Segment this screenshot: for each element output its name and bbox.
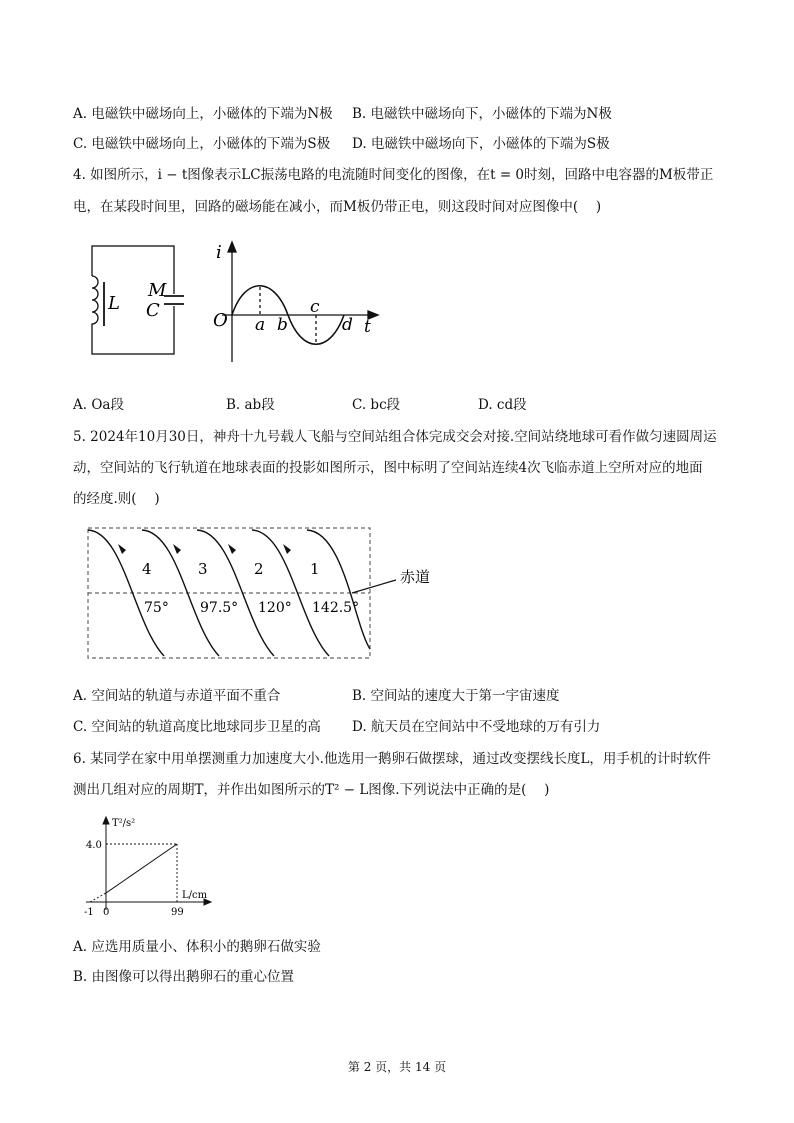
pass-number-3: 3 xyxy=(198,560,208,578)
x-tick-0: 0 xyxy=(103,907,110,918)
capacitor-label: C xyxy=(146,300,160,321)
q3-option-c: C. 电磁铁中磁场向上，小磁体的下端为S极 xyxy=(73,136,331,152)
x-axis-label: L/cm xyxy=(182,890,208,901)
axis-t-label: t xyxy=(364,317,371,337)
q6-stem-line-1: 6. 某同学在家中用单摆测重力加速度大小.他选用一鹅卵石做摆球，通过改变摆线长度L，用手机的计时软件 xyxy=(73,751,711,767)
q4-option-d: D. cd段 xyxy=(478,397,527,413)
q6-option-a: A. 应选用质量小、体积小的鹅卵石做实验 xyxy=(73,939,321,955)
lc-circuit xyxy=(86,246,184,354)
q4-stem-line-2: 电，在某段时间里，回路的磁场能在减小，而M板仍带正电，则这段时间对应图像中( ) xyxy=(73,199,602,215)
page-footer: 第 2 页，共 14 页 xyxy=(347,1060,447,1074)
q5-option-c: C. 空间站的轨道高度比地球同步卫星的高 xyxy=(73,719,321,735)
longitude-142-5: 142.5° xyxy=(312,600,360,616)
longitude-97-5: 97.5° xyxy=(200,600,239,616)
point-c-label: c xyxy=(310,297,320,317)
q5-option-a: A. 空间站的轨道与赤道平面不重合 xyxy=(73,688,281,704)
t2-l-data-line xyxy=(106,844,177,893)
q6-option-b: B. 由图像可以得出鹅卵石的重心位置 xyxy=(73,969,295,985)
q3-option-a: A. 电磁铁中磁场向上，小磁体的下端为N极 xyxy=(73,106,333,122)
q5-option-d: D. 航天员在空间站中不受地球的万有引力 xyxy=(352,719,601,735)
pass-number-4: 4 xyxy=(142,560,152,578)
track-arrows xyxy=(118,544,291,554)
plate-m-label: M xyxy=(148,280,167,301)
q4-stem-line-1: 4. 如图所示，i − t图像表示LC振荡电路的电流随时间变化的图像，在t = 0时刻，回路中电容器的M板带正 xyxy=(73,167,714,183)
y-axis-label: T²/s² xyxy=(112,818,136,829)
origin-label: O xyxy=(213,310,228,331)
q3-option-d: D. 电磁铁中磁场向下，小磁体的下端为S极 xyxy=(352,136,610,152)
q5-stem-line-3: 的经度.则( ) xyxy=(73,491,160,507)
q4-option-b: B. ab段 xyxy=(226,397,275,413)
q4-option-a: A. Oa段 xyxy=(73,397,124,413)
longitude-75: 75° xyxy=(144,600,169,616)
q3-option-b: B. 电磁铁中磁场向下，小磁体的下端为N极 xyxy=(352,106,612,122)
q4-option-c: C. bc段 xyxy=(352,397,401,413)
q5-stem-line-1: 5. 2024年10月30日，神舟十九号载人飞船与空间站组合体完成交会对接.空间站绕地球可看作做匀速圆周运 xyxy=(73,429,717,445)
inductor-label: L xyxy=(108,293,120,314)
q5-option-b: B. 空间站的速度大于第一宇宙速度 xyxy=(352,688,560,704)
point-b-label: b xyxy=(277,315,288,335)
pass-number-2: 2 xyxy=(254,560,264,578)
point-d-label: d xyxy=(342,315,353,335)
axis-i-label: i xyxy=(216,242,222,263)
y-tick-4-0: 4.0 xyxy=(86,840,102,851)
point-a-label: a xyxy=(255,315,266,335)
i-t-graph xyxy=(222,242,378,362)
q5-orbit-figure xyxy=(84,524,454,664)
q4-figure xyxy=(80,236,390,366)
longitude-120: 120° xyxy=(258,600,292,616)
pass-number-1: 1 xyxy=(310,560,320,578)
q6-stem-line-2: 测出几组对应的周期T，并作出如图所示的T² − L图像.下列说法中正确的是( ) xyxy=(73,782,550,798)
q5-stem-line-2: 动，空间站的飞行轨道在地球表面的投影如图所示，图中标明了空间站连续4次飞临赤道上空所对应的地面 xyxy=(73,460,703,476)
x-tick-99: 99 xyxy=(171,907,184,918)
q6-graph xyxy=(78,812,218,922)
x-tick-neg-1: -1 xyxy=(84,907,94,918)
equator-label: 赤道 xyxy=(400,568,431,586)
